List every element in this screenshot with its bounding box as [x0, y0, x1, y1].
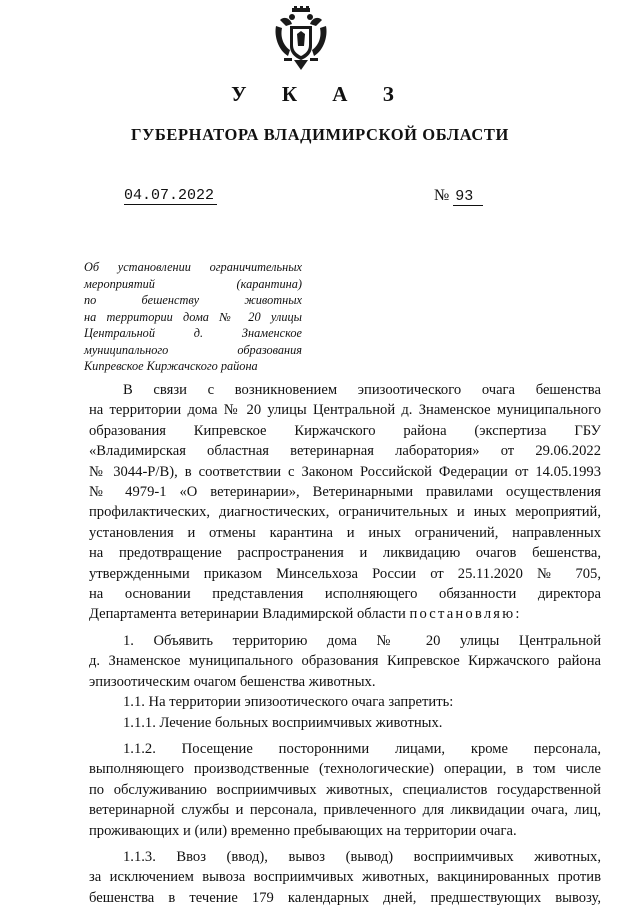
subject-line: по бешенству животных [84, 293, 302, 307]
body-line: эпизоотическим очагом бешенства животных. [89, 673, 376, 690]
body-line: образования Кипревское Киржачского района (экспертиза ГБУ [89, 422, 601, 439]
decree-number-block [434, 187, 483, 205]
body-line: 1.1.2. Посещение посторонними лицами, кроме персонала, [123, 740, 601, 757]
body-line: выполняющего производственные (технологические) операции, в том числе [89, 761, 601, 778]
subject-line: Об установлении ограничительных [84, 260, 302, 274]
subject-line: Кипревское Киржачского района [84, 359, 258, 373]
body-line: утвержденными приказом Минсельхоза России от 25.11.2020 № 705, [89, 565, 601, 582]
body-line: на предотвращение распространения и ликвидацию очагов бешенства, [89, 545, 601, 562]
body-line: В связи с возникновением эпизоотического очага бешенства [123, 382, 601, 398]
body-line: на территории дома № 20 улицы Центральной д. Знаменское муниципального [89, 402, 601, 419]
subject-line: на территории дома № 20 улицы [84, 309, 302, 324]
body-line: 1.1.1. Лечение больных восприимчивых животных. [123, 714, 443, 731]
body-line: установления и отмены карантина и иных ограничений, направленных [89, 524, 601, 541]
body-line: д. Знаменское муниципального образования Кипревское Киржачского района [89, 653, 601, 670]
body-line: за исключением вывоза восприимчивых животных, вакцинированных против [89, 869, 601, 886]
number-sign: № [434, 187, 450, 204]
body-line [89, 604, 601, 624]
decree-date: 04.07.2022 [124, 187, 217, 205]
body-line: «Владимирская областная ветеринарная лаборатория» от 29.06.2022 [89, 443, 601, 460]
body-line: на основании представления исполняющего обязанности директора [89, 586, 601, 603]
decree-title: У К А З [231, 82, 409, 106]
body-line: 1. Объявить территорию дома № 20 улицы Центральной [123, 632, 601, 649]
body-line: проживающих и (или) временно пребывающих на территории очага. [89, 822, 517, 839]
coat-of-arms-icon [270, 6, 332, 72]
body-line: профилактических, диагностических, ограничительных и иных мероприятий, [89, 504, 601, 521]
body-line: бешенства в течение 179 календарных дней, предшествующих вывозу, [89, 889, 601, 906]
subject-line: мероприятий (карантина) [84, 276, 302, 291]
issuer-title: ГУБЕРНАТОРА ВЛАДИМИРСКОЙ ОБЛАСТИ [131, 125, 509, 144]
decree-body [89, 380, 601, 908]
body-line: 1.1.3. Ввоз (ввод), вывоз (вывод) восприимчивых животных, [123, 848, 601, 865]
body-line: № 3044-Р/В), в соответствии с Законом Российской Федерации от 14.05.1993 [89, 463, 601, 480]
decree-number: 93 [453, 188, 483, 206]
body-line-text: Департамента ветеринарии Владимирской области [89, 606, 406, 623]
body-line: по обслуживанию восприимчивых животных, специалистов государственной [89, 781, 601, 798]
decree-subject [84, 259, 302, 375]
subject-line: муниципального образования [84, 342, 302, 357]
body-line: ветеринарной службы и персонала, привлеченного для ликвидации очага, лиц, [89, 802, 601, 819]
body-line: 1.1. На территории эпизоотического очага запретить: [123, 694, 454, 711]
subject-line: Центральной д. Знаменское [84, 326, 302, 340]
body-line: № 4979-1 «О ветеринарии», Ветеринарными правилами осуществления [89, 484, 601, 501]
decree-word: постановляю: [409, 606, 522, 623]
